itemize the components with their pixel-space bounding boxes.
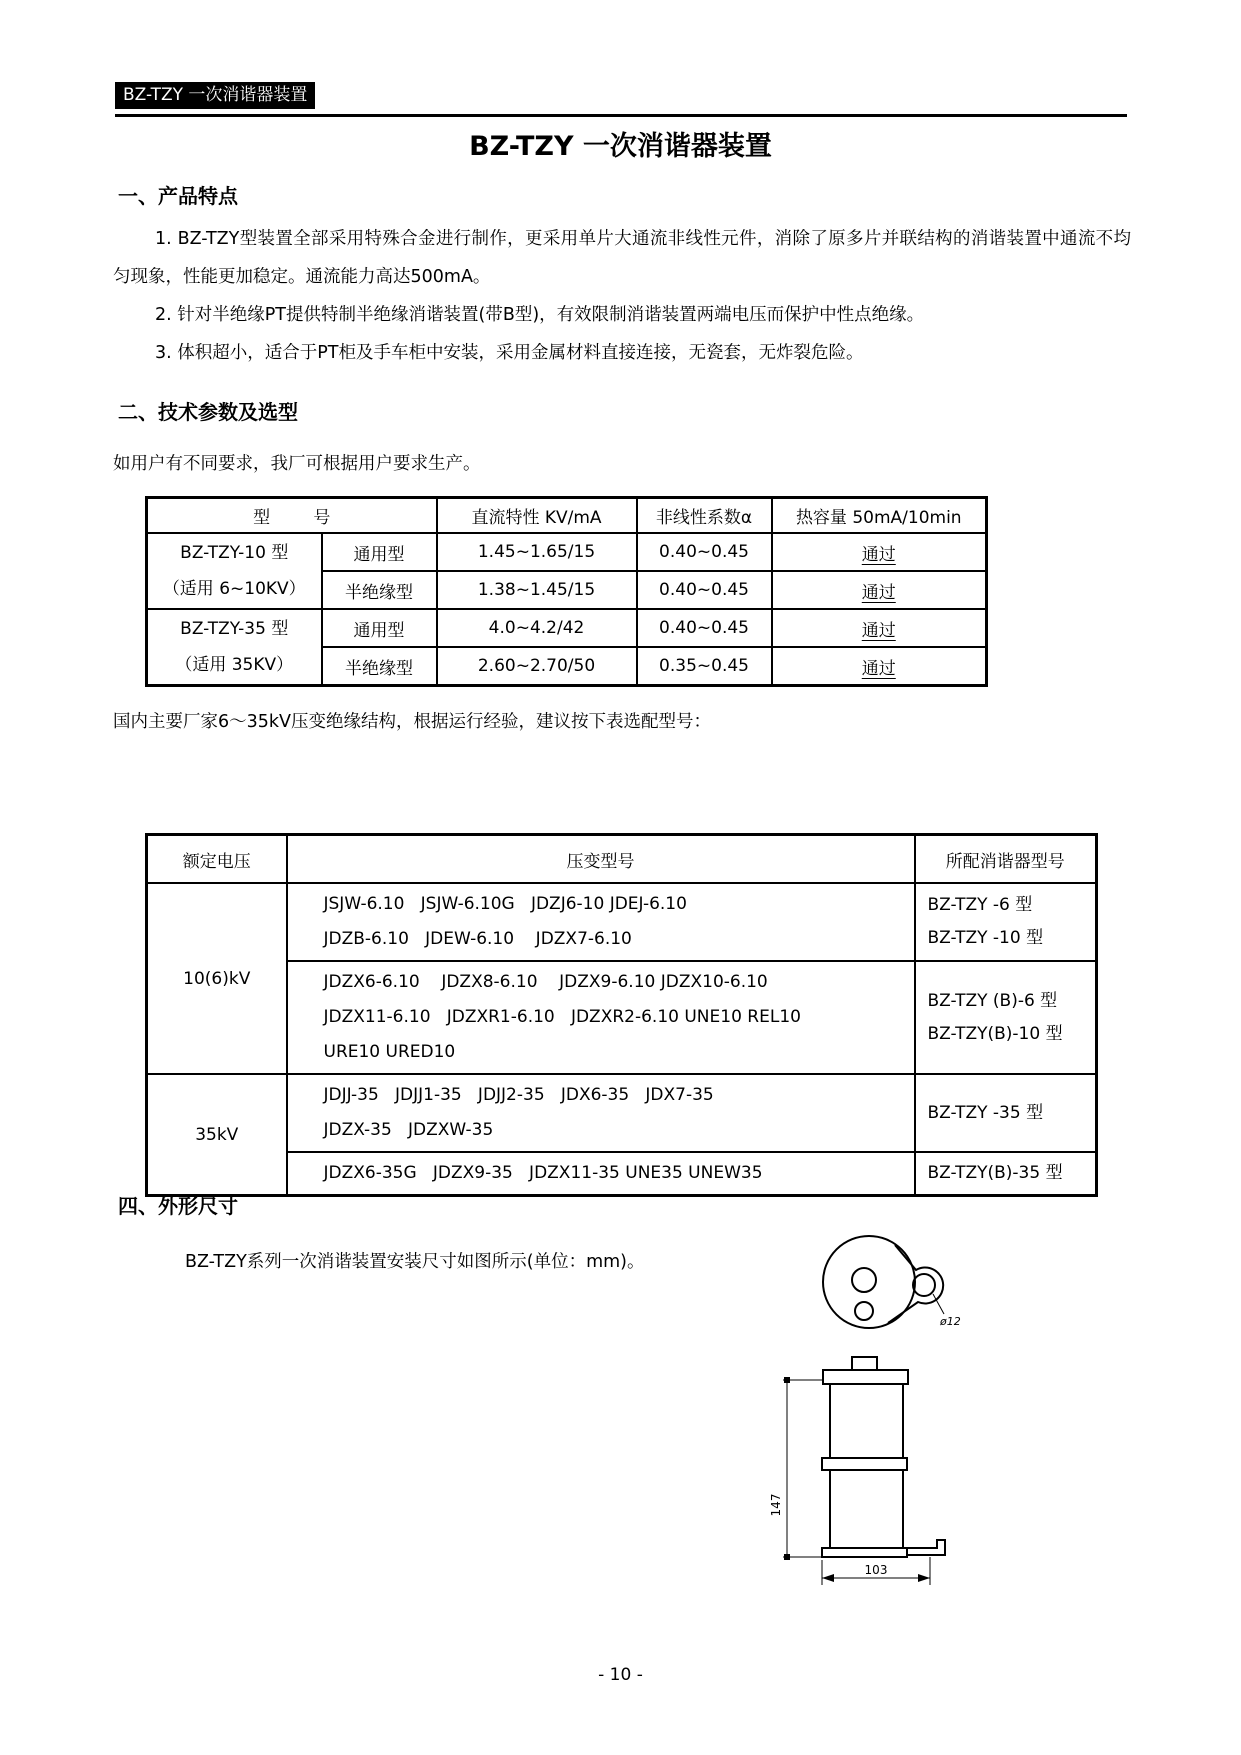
pt-line: JSJW-6.10 JSJW-6.10G JDZJ6-10 JDEJ-6.10 bbox=[323, 894, 687, 914]
match-line: BZ-TZY -6 型 bbox=[927, 895, 1033, 915]
pt-line: JDJJ-35 JDJJ1-35 JDJJ2-35 JDX6-35 JDX7-35 bbox=[323, 1085, 714, 1105]
section-heading-dimensions: 四、外形尺寸 bbox=[118, 1194, 238, 1218]
match-line: BZ-TZY(B)-10 型 bbox=[927, 1023, 1063, 1044]
t1-type-cell: 通用型 bbox=[322, 609, 437, 647]
page-title: BZ-TZY 一次消谐器装置 bbox=[469, 131, 772, 162]
t2-header-match: 所配消谐器型号 bbox=[915, 835, 1097, 884]
feature-item-2: 2. 针对半绝缘PT提供特制半绝缘消谐装置(带B型)，有效限制消谐装置两端电压而保护中性点绝缘。 bbox=[155, 305, 925, 325]
table-row bbox=[147, 961, 1097, 1074]
t2-header-pt: 压变型号 bbox=[287, 835, 915, 884]
t1-dc-cell: 1.38~1.45/15 bbox=[437, 571, 637, 609]
t1-model-cell bbox=[147, 609, 322, 686]
selection-note: 国内主要厂家6～35kV压变绝缘结构，根据运行经验，建议按下表选配型号： bbox=[113, 712, 712, 732]
t1-alpha-cell: 0.40~0.45 bbox=[637, 571, 772, 609]
tech-params-table bbox=[145, 496, 988, 687]
dimensions-caption: BZ-TZY系列一次消谐装置安装尺寸如图所示(单位：mm)。 bbox=[185, 1252, 645, 1272]
top-view bbox=[823, 1236, 944, 1328]
tech-params-table-wrap bbox=[145, 496, 988, 687]
t2-match-cell bbox=[915, 883, 1097, 961]
page-header-tag: BZ-TZY 一次消谐器装置 bbox=[115, 82, 315, 109]
t1-model-name: BZ-TZY-10 型 bbox=[180, 543, 289, 563]
table-row bbox=[147, 1074, 1097, 1152]
t1-model-cell bbox=[147, 533, 322, 609]
pt-line: URE10 URED10 bbox=[323, 1042, 456, 1062]
pt-line: JDZB-6.10 JDEW-6.10 JDZX7-6.10 bbox=[323, 929, 632, 949]
table-row bbox=[147, 609, 987, 647]
pt-selection-table-wrap bbox=[145, 833, 1098, 1197]
table-row bbox=[147, 533, 987, 571]
width-dimension-label: 103 bbox=[864, 1563, 888, 1577]
t1-type-cell: 通用型 bbox=[322, 533, 437, 571]
feature-item-1: 1. BZ-TZY型装置全部采用特殊合金进行制作，更采用单片大通流非线性元件，消除了原多片并联结构的消谐装置中通流不均匀现象，性能更加稳定。通流能力高达500mA。 bbox=[113, 229, 1131, 287]
features-list bbox=[113, 220, 1131, 372]
t1-header-model: 型 号 bbox=[147, 498, 437, 534]
t1-model-range: （适用 6~10KV） bbox=[162, 579, 306, 599]
middle-band bbox=[822, 1458, 907, 1470]
pt-line: JDZX-35 JDZXW-35 bbox=[323, 1120, 494, 1140]
t1-alpha-cell: 0.40~0.45 bbox=[637, 609, 772, 647]
t1-dc-cell: 2.60~2.70/50 bbox=[437, 647, 637, 686]
t1-model-range: （适用 35KV） bbox=[175, 655, 294, 675]
top-cap bbox=[823, 1370, 908, 1384]
t1-heat-cell: 通过 bbox=[772, 533, 987, 571]
t1-alpha-cell: 0.35~0.45 bbox=[637, 647, 772, 686]
t1-heat-cell: 通过 bbox=[772, 609, 987, 647]
t1-alpha-cell: 0.40~0.45 bbox=[637, 533, 772, 571]
t2-match-cell bbox=[915, 1074, 1097, 1152]
pt-selection-table bbox=[145, 833, 1098, 1197]
t2-match-cell bbox=[915, 1152, 1097, 1196]
t1-dc-cell: 1.45~1.65/15 bbox=[437, 533, 637, 571]
feature-item-3: 3. 体积超小，适合于PT柜及手车柜中安装，采用金属材料直接连接，无瓷套，无炸裂危险。 bbox=[155, 343, 864, 363]
header-rule bbox=[115, 114, 1127, 117]
t1-type-cell: 半绝缘型 bbox=[322, 647, 437, 686]
section-heading-features: 一、产品特点 bbox=[118, 184, 238, 208]
hole-diameter-label: ø12 bbox=[940, 1315, 961, 1328]
front-view bbox=[822, 1357, 945, 1557]
match-line: BZ-TZY(B)-35 型 bbox=[927, 1163, 1063, 1183]
t1-header-heat: 热容量 50mA/10min bbox=[772, 498, 987, 534]
page-number: - 10 - bbox=[598, 1665, 643, 1685]
t1-heat-cell: 通过 bbox=[772, 647, 987, 686]
match-line: BZ-TZY (B)-6 型 bbox=[927, 990, 1058, 1011]
t2-header-voltage: 额定电压 bbox=[147, 835, 287, 884]
t2-voltage-cell: 35kV bbox=[147, 1074, 287, 1196]
height-dimension-label: 147 bbox=[769, 1493, 783, 1517]
t1-type-cell: 半绝缘型 bbox=[322, 571, 437, 609]
t1-dc-cell: 4.0~4.2/42 bbox=[437, 609, 637, 647]
match-line: BZ-TZY -10 型 bbox=[927, 928, 1044, 948]
t2-pt-cell bbox=[287, 1074, 915, 1152]
t2-voltage-cell: 10(6)kV bbox=[147, 883, 287, 1074]
pt-line: JDZX11-6.10 JDZXR1-6.10 JDZXR2-6.10 UNE10 REL10 bbox=[323, 1007, 801, 1027]
outline-drawing bbox=[690, 1230, 1030, 1630]
t2-pt-cell bbox=[287, 1152, 915, 1196]
pt-line: JDZX6-35G JDZX9-35 JDZX11-35 UNE35 UNEW35 bbox=[323, 1163, 763, 1183]
base-plate bbox=[822, 1548, 907, 1557]
mounting-hole bbox=[913, 1274, 935, 1296]
t2-match-cell bbox=[915, 961, 1097, 1074]
t1-header-dc: 直流特性 KV/mA bbox=[437, 498, 637, 534]
t1-heat-cell: 通过 bbox=[772, 571, 987, 609]
section-heading-params: 二、技术参数及选型 bbox=[118, 400, 298, 424]
table-row bbox=[147, 883, 1097, 961]
table-row bbox=[147, 1152, 1097, 1196]
t2-pt-cell bbox=[287, 883, 915, 961]
t1-header-alpha: 非线性系数α bbox=[637, 498, 772, 534]
device-body-top bbox=[823, 1236, 915, 1328]
terminal-hole-small bbox=[855, 1302, 873, 1320]
t2-pt-cell bbox=[287, 961, 915, 1074]
t1-model-name: BZ-TZY-35 型 bbox=[180, 619, 289, 639]
terminal-hole-large bbox=[852, 1268, 876, 1292]
top-stub bbox=[852, 1357, 877, 1370]
base-extension bbox=[907, 1540, 945, 1555]
params-note: 如用户有不同要求，我厂可根据用户要求生产。 bbox=[113, 454, 481, 474]
pt-line: JDZX6-6.10 JDZX8-6.10 JDZX9-6.10 JDZX10-6.10 bbox=[323, 972, 768, 992]
match-line: BZ-TZY -35 型 bbox=[927, 1102, 1044, 1123]
